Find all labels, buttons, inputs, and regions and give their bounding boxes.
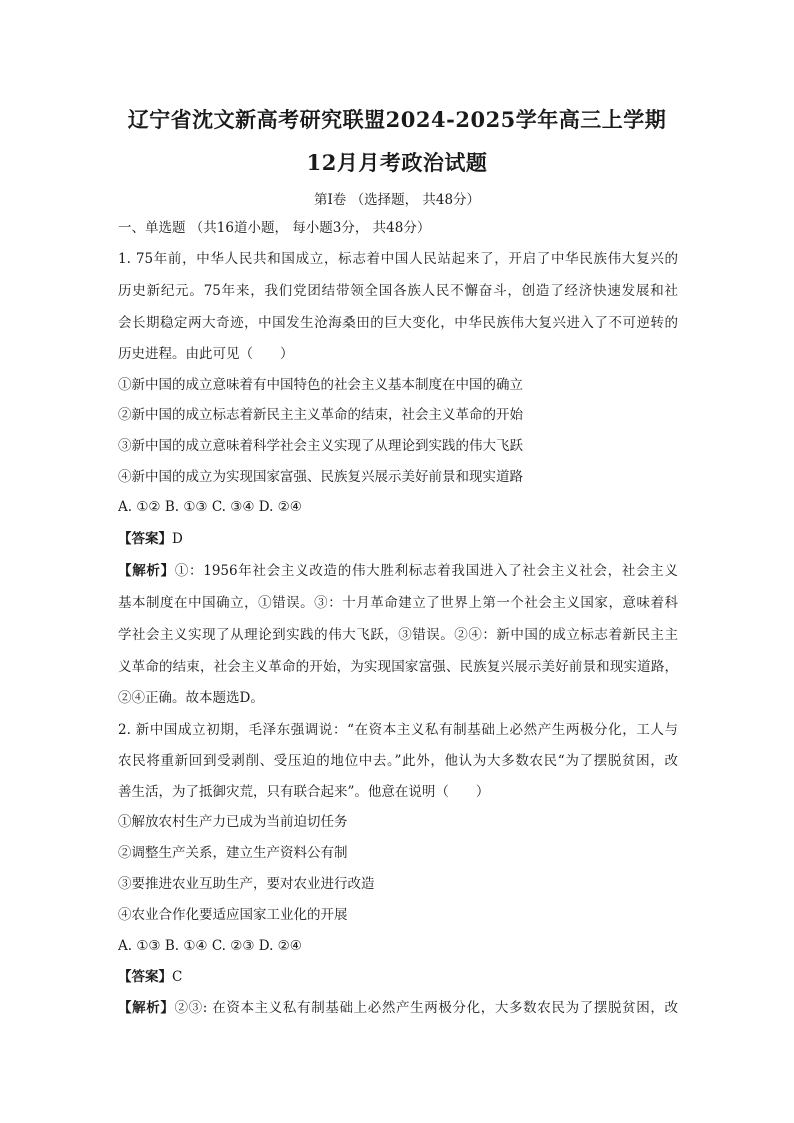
q1-analysis-line [118, 562, 678, 580]
q1-statement: ②新中国的成立标志着新民主主义革命的结束，社会主义革命的开始 [118, 407, 523, 423]
q2-options: A. ①③ B. ①④ C. ②③ D. ②④ [118, 938, 302, 954]
q1-statement: ④新中国的成立为实现国家富强、民族复兴展示美好前景和现实道路 [118, 469, 523, 485]
q1-statement: ③新中国的成立意味着科学社会主义实现了从理论到实践的伟大飞跃 [118, 438, 523, 454]
analysis-text: ①：1956年社会主义改造的伟大胜利标志着我国进入了社会主义社会，社会主义 [174, 563, 678, 579]
document-title-line-1: 辽宁省沈文新高考研究联盟2024-2025学年高三上学期 [127, 107, 667, 132]
answer-tag: 【答案】 [118, 531, 172, 547]
q2-statement: ①解放农村生产力已成为当前迫切任务 [118, 814, 348, 830]
q1-stem-line: 会长期稳定两大奇迹，中国发生沧海桑田的巨大变化，中华民族伟大复兴进入了不可逆转的 [118, 315, 678, 331]
q2-statement: ②调整生产关系，建立生产资料公有制 [118, 845, 348, 861]
answer-value: D [172, 531, 183, 547]
q1-answer [118, 530, 678, 548]
volume-heading: 第I卷 （选择题， 共48分） [313, 192, 481, 208]
document-title-line-2: 12月月考政治试题 [306, 150, 488, 175]
q1-analysis-line: 义革命的结束，社会主义革命的开始，为实现国家富强、民族复兴展示美好前景和现实道路， [118, 659, 678, 675]
q2-stem-line: 农民将重新回到受剥削、受压迫的地位中去。”此外，他认为大多数农民“为了摆脱贫困，改 [118, 753, 678, 769]
q2-statement: ③要推进农业互助生产，要对农业进行改造 [118, 876, 375, 892]
q2-answer [118, 968, 678, 986]
q1-statement: ①新中国的成立意味着有中国特色的社会主义基本制度在中国的确立 [118, 377, 523, 393]
q2-analysis-line [118, 999, 678, 1017]
q1-stem-line: 1. 75年前，中华人民共和国成立，标志着中国人民站起来了，开启了中华民族伟大复兴的 [118, 251, 678, 267]
answer-value: C [172, 969, 183, 985]
q2-statement: ④农业合作化要适应国家工业化的开展 [118, 907, 348, 923]
q1-stem-line: 历史进程。由此可见（ ） [118, 346, 294, 362]
q1-stem-line: 历史新纪元。75年来，我们党团结带领全国各族人民不懈奋斗，创造了经济快速发展和社 [118, 283, 678, 299]
q1-analysis-line: 学社会主义实现了从理论到实践的伟大飞跃，③错误。②④：新中国的成立标志着新民主主 [118, 627, 678, 643]
q2-stem-line: 2. 新中国成立初期，毛泽东强调说：“在资本主义私有制基础上必然产生两极分化，工人与 [118, 722, 678, 738]
q2-stem-line: 善生活，为了抵御灾荒，只有联合起来”。他意在说明（ ） [118, 784, 490, 800]
section-heading: 一、单选题 （共16道小题， 每小题3分， 共48分） [118, 220, 431, 236]
analysis-tag: 【解析】 [118, 1000, 175, 1016]
q1-analysis-line: 基本制度在中国确立，①错误。③：十月革命建立了世界上第一个社会主义国家，意味着科 [118, 595, 678, 611]
answer-tag: 【答案】 [118, 969, 172, 985]
analysis-text: ②③: 在资本主义私有制基础上必然产生两极分化，大多数农民为了摆脱贫困，改 [174, 1000, 678, 1016]
q1-options: A. ①② B. ①③ C. ③④ D. ②④ [118, 499, 302, 515]
analysis-tag: 【解析】 [118, 563, 175, 579]
q1-analysis-line: ②④正确。故本题选D。 [118, 690, 264, 706]
